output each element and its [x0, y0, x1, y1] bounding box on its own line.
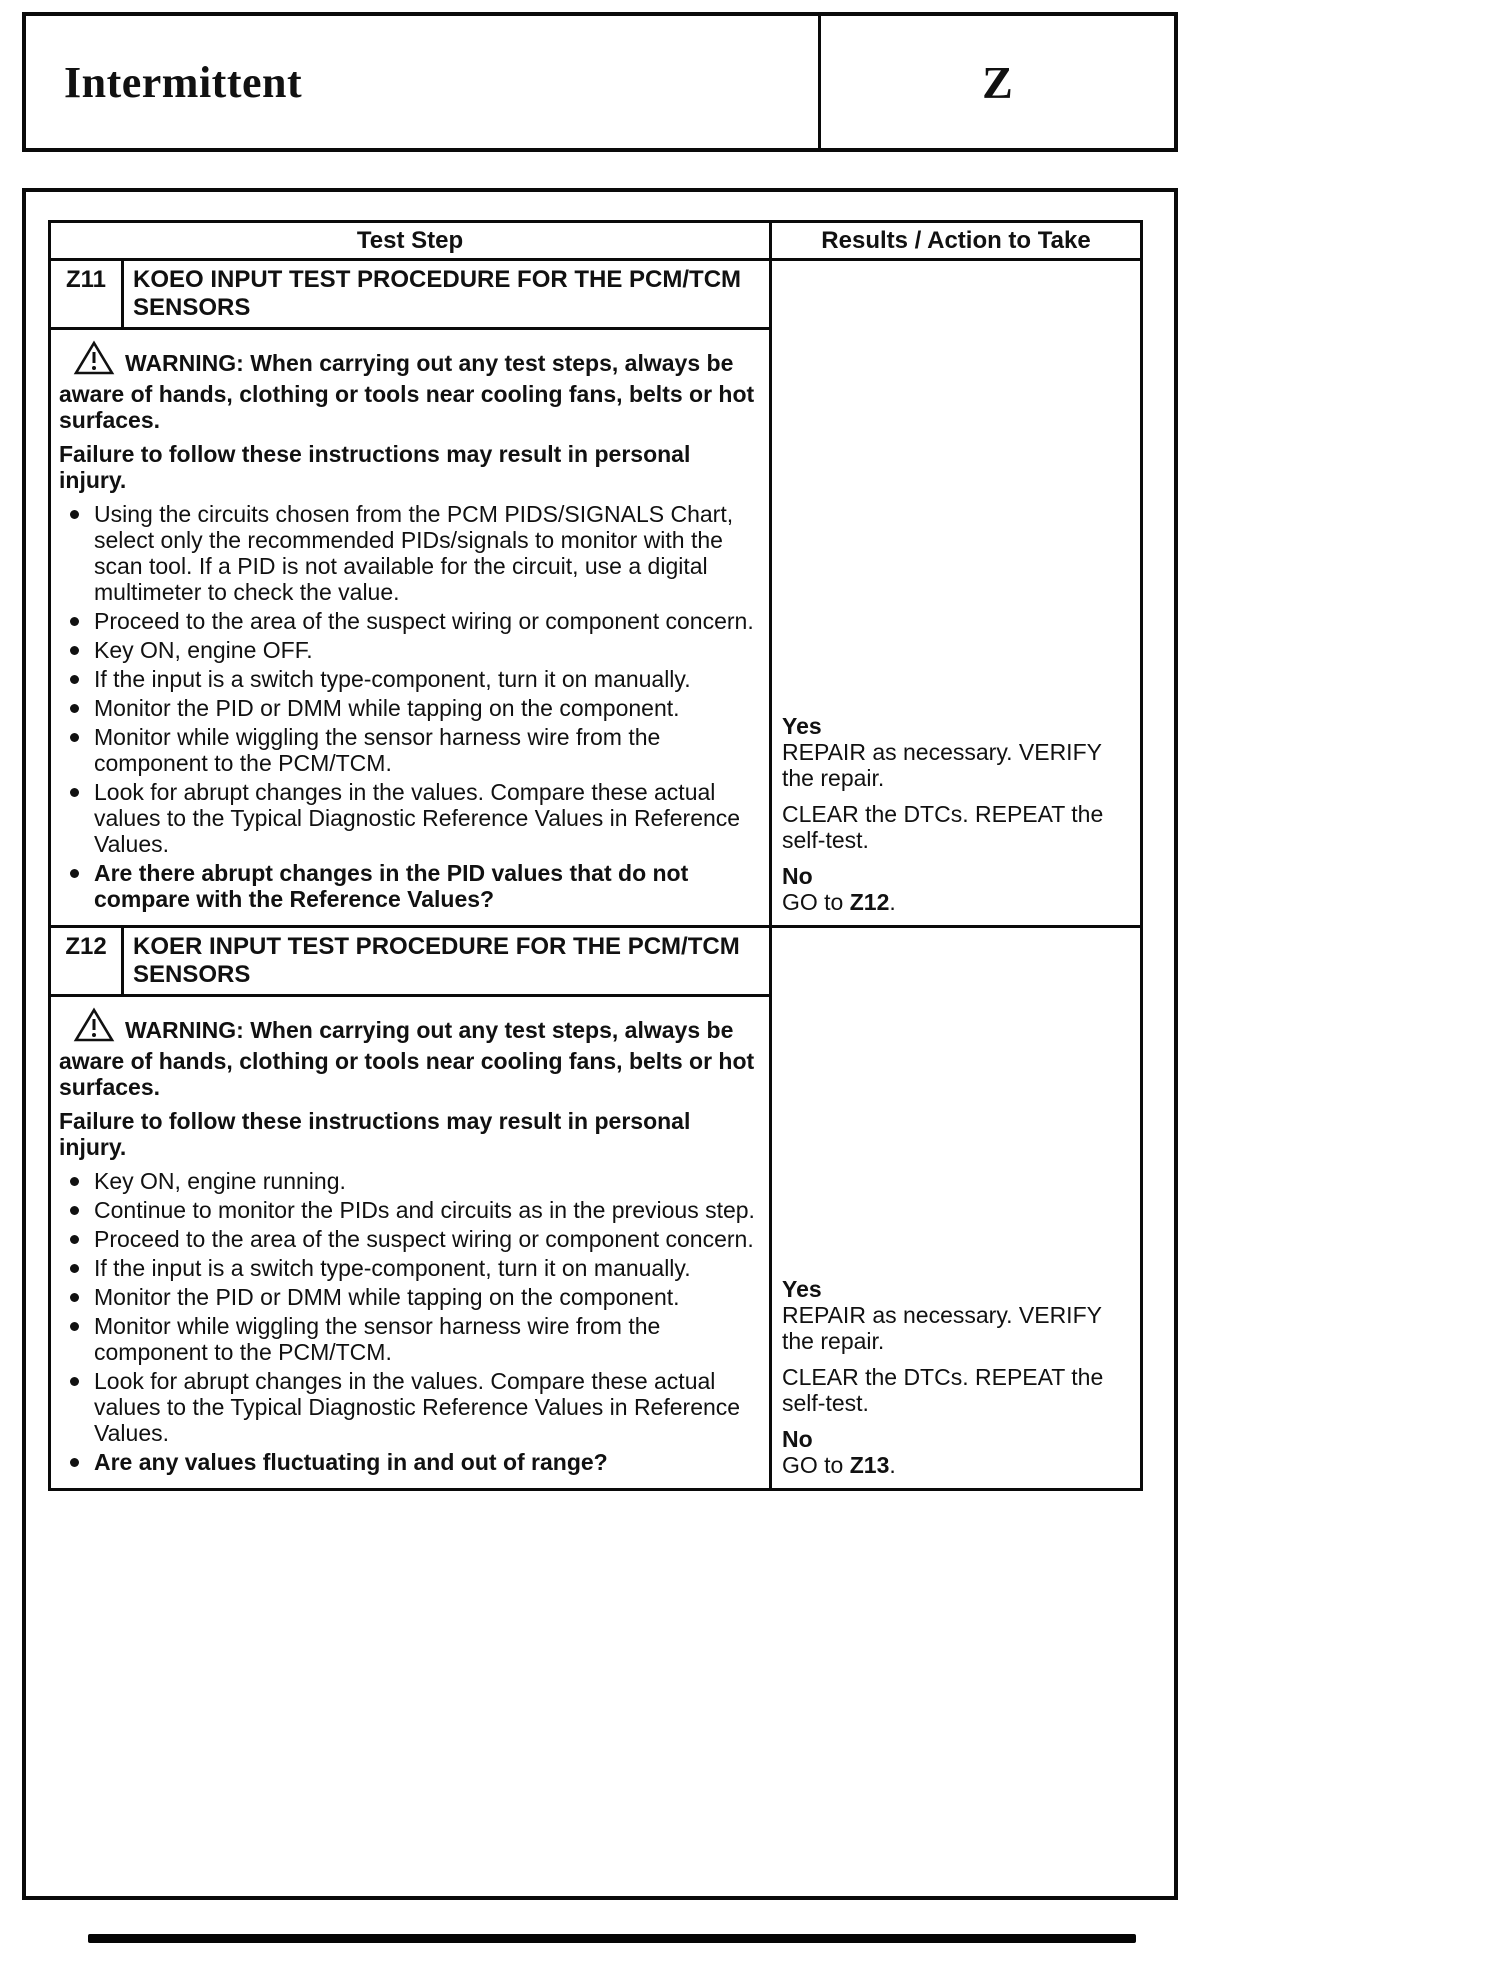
results-cell: [769, 928, 1140, 1488]
step-bullet: Monitor the PID or DMM while tapping on the component.: [94, 1284, 759, 1310]
header-box: [22, 12, 1178, 152]
step-bullet: Monitor the PID or DMM while tapping on the component.: [94, 695, 759, 721]
step-bullet-list: [59, 501, 759, 912]
step-bullet: If the input is a switch type-component, turn it on manually.: [94, 666, 759, 692]
go-target-step: Z13: [849, 1452, 890, 1478]
warning-icon: [73, 340, 115, 381]
step-body: [51, 997, 769, 1488]
step-bullet: Monitor while wiggling the sensor harness wire from the component to the PCM/TCM.: [94, 724, 759, 776]
yes-label: Yes: [782, 713, 822, 739]
step-row-z12: [51, 925, 1140, 1488]
go-suffix: .: [889, 889, 896, 915]
no-label: No: [782, 1426, 813, 1452]
step-id: Z12: [51, 928, 124, 997]
step-question: Are any values fluctuating in and out of range?: [94, 1449, 759, 1475]
go-prefix: GO to: [782, 889, 850, 915]
injury-text: Failure to follow these instructions may result in personal injury.: [59, 1108, 691, 1160]
column-header-test-step: Test Step: [356, 227, 464, 254]
step-bullet: If the input is a switch type-component, turn it on manually.: [94, 1255, 759, 1281]
step-bullet: Look for abrupt changes in the values. Compare these actual values to the Typical Diagnostic Reference Values in Reference Values.: [94, 1368, 759, 1446]
header-title-cell: [26, 16, 818, 148]
step-bullet-list: [59, 1168, 759, 1475]
results-cell: [769, 261, 1140, 925]
step-id: Z11: [51, 261, 124, 330]
step-bullet: Proceed to the area of the suspect wiring or component concern.: [94, 1226, 759, 1252]
go-to-line: [782, 1452, 1132, 1478]
step-bullet: Key ON, engine OFF.: [94, 637, 759, 663]
step-bullet: Monitor while wiggling the sensor harness wire from the component to the PCM/TCM.: [94, 1313, 759, 1365]
step-bullet: Proceed to the area of the suspect wiring or component concern.: [94, 608, 759, 634]
go-to-line: [782, 889, 1132, 915]
step-bullet: Using the circuits chosen from the PCM PIDS/SIGNALS Chart, select only the recommended PIDs/signals to monitor with the scan tool. If a PID is not available for the circuit, use a digital multimeter to check the value.: [94, 501, 759, 605]
injury-text: Failure to follow these instructions may result in personal injury.: [59, 441, 691, 493]
warning-paragraph: [59, 1007, 759, 1100]
warning-paragraph: [59, 340, 759, 433]
scan-artifact-bar: [88, 1934, 1136, 1943]
step-row-z11: [51, 261, 1140, 925]
step-title: KOER INPUT TEST PROCEDURE FOR THE PCM/TCM SENSORS: [124, 928, 769, 997]
yes-action: REPAIR as necessary. VERIFY the repair.: [782, 1302, 1102, 1354]
step-body: [51, 330, 769, 925]
table-header-row: [51, 223, 1140, 261]
step-bullet: Continue to monitor the PIDs and circuits as in the previous step.: [94, 1197, 759, 1223]
step-bullet: Key ON, engine running.: [94, 1168, 759, 1194]
procedure-table: [48, 220, 1143, 1491]
go-target-step: Z12: [849, 889, 890, 915]
no-label: No: [782, 863, 813, 889]
yes-action: CLEAR the DTCs. REPEAT the self-test.: [782, 1364, 1104, 1416]
warning-text: WARNING: When carrying out any test steps, always be aware of hands, clothing or tools near cooling fans, belts or hot surfaces.: [59, 350, 755, 433]
step-question: Are there abrupt changes in the PID values that do not compare with the Reference Values?: [94, 860, 759, 912]
column-header-results: Results / Action to Take: [769, 223, 1140, 258]
main-content-box: [22, 188, 1178, 1900]
go-prefix: GO to: [782, 1452, 850, 1478]
warning-text: WARNING: When carrying out any test steps, always be aware of hands, clothing or tools near cooling fans, belts or hot surfaces.: [59, 1017, 755, 1100]
go-suffix: .: [889, 1452, 896, 1478]
warning-icon: [73, 1007, 115, 1048]
page-title: Intermittent: [64, 57, 303, 107]
header-section-cell: [818, 16, 1174, 148]
section-letter: Z: [982, 56, 1013, 108]
step-title: KOEO INPUT TEST PROCEDURE FOR THE PCM/TCM SENSORS: [124, 261, 769, 330]
yes-label: Yes: [782, 1276, 822, 1302]
yes-action: REPAIR as necessary. VERIFY the repair.: [782, 739, 1102, 791]
yes-action: CLEAR the DTCs. REPEAT the self-test.: [782, 801, 1104, 853]
step-bullet: Look for abrupt changes in the values. Compare these actual values to the Typical Diagnostic Reference Values in Reference Values.: [94, 779, 759, 857]
